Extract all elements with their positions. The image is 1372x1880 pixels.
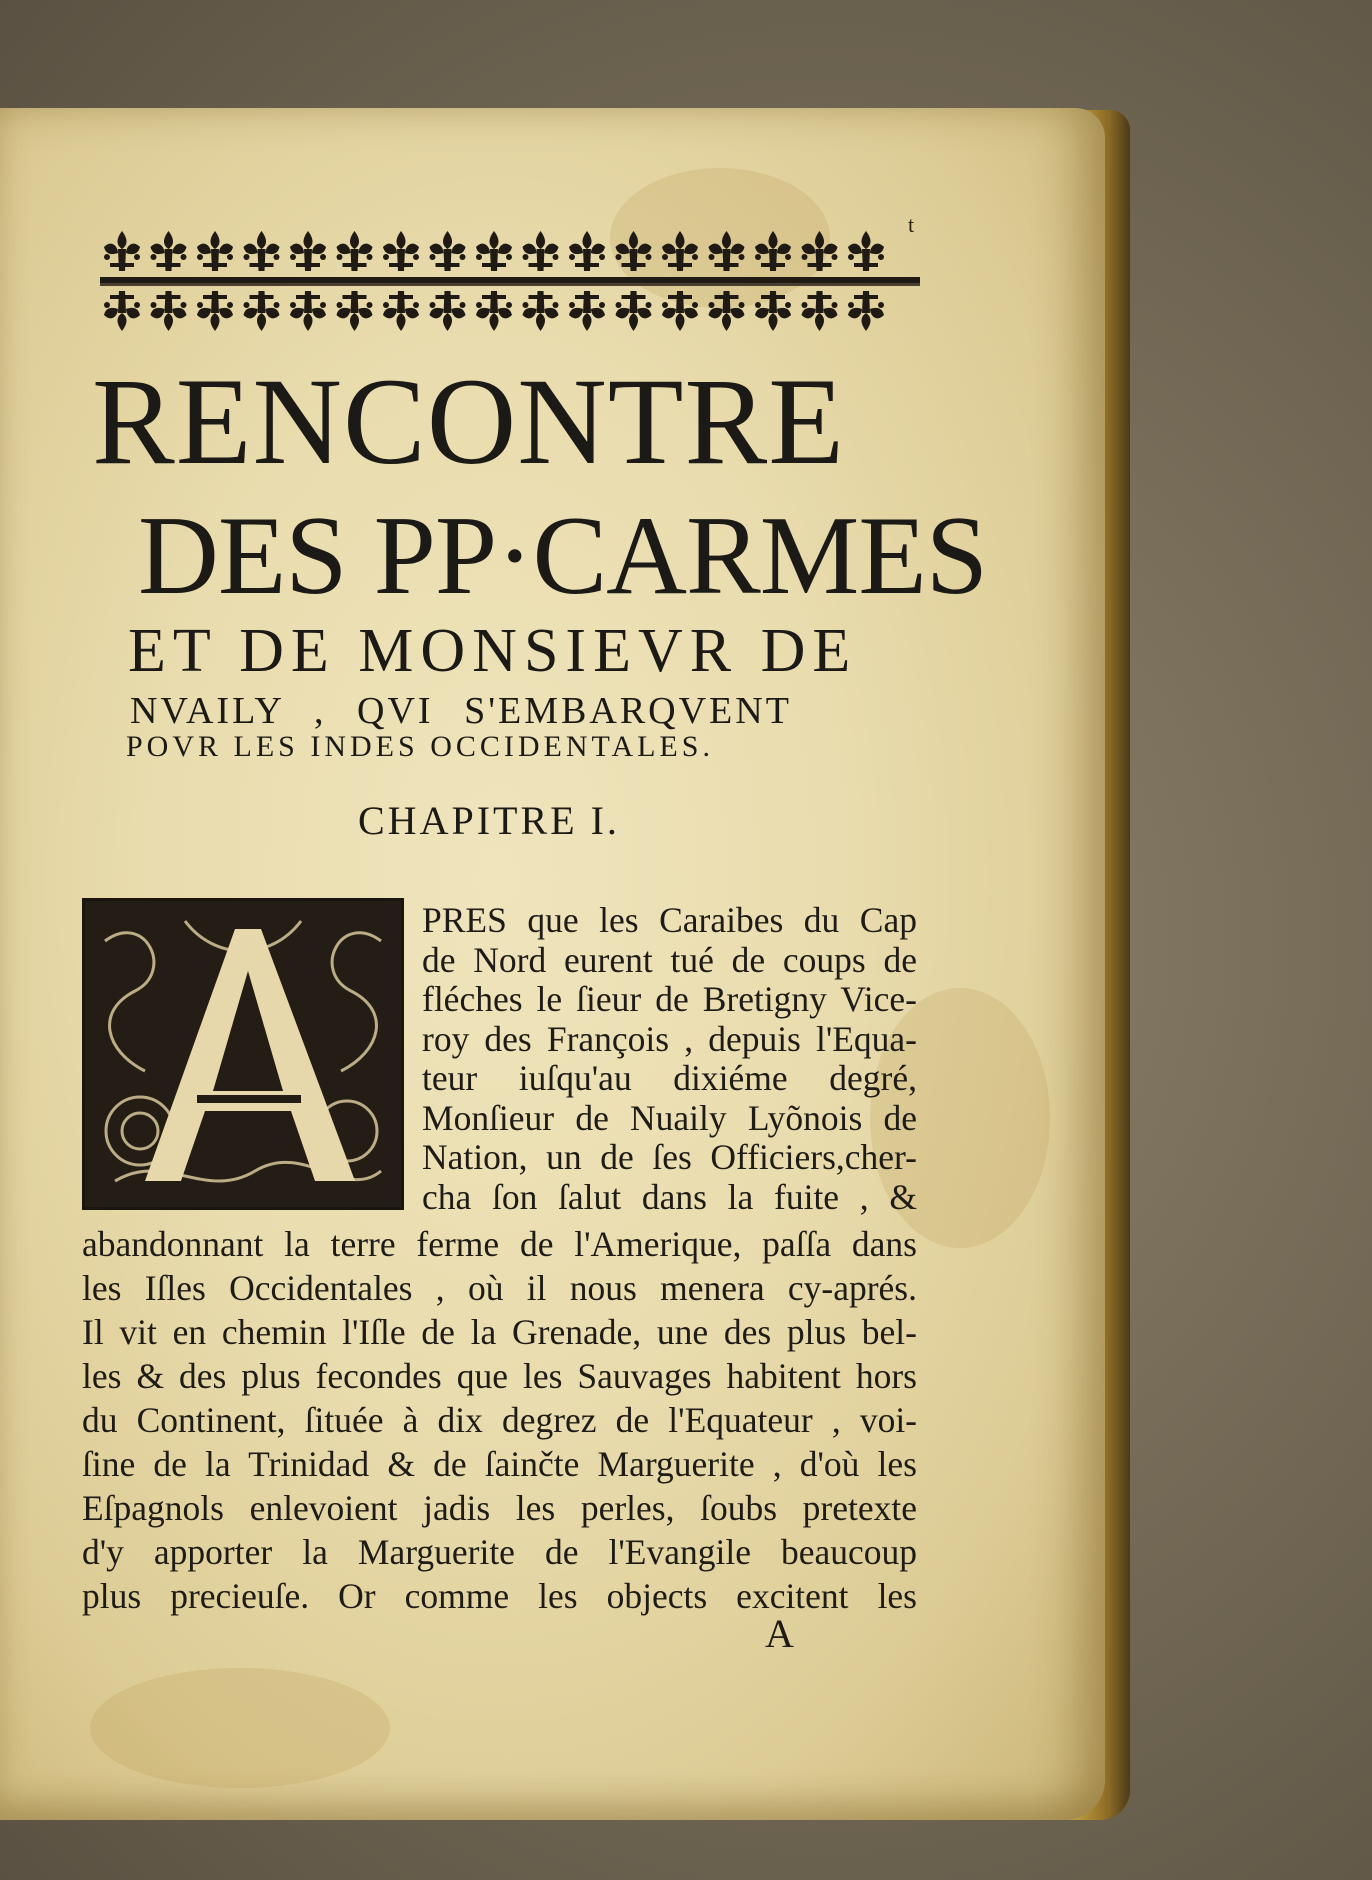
title-line-2: DES PP·CARMES (138, 494, 988, 618)
text-line: les & des plus fecondes que les Sauvages habitent hors (82, 1356, 917, 1396)
fleuron-icon (523, 291, 559, 331)
text-line: Il vit en chemin l'Iſle de la Grenade, une des plus bel- (82, 1312, 917, 1352)
fleuron-icon (430, 231, 466, 271)
fleuron-icon (337, 291, 373, 331)
text-line: d'y apporter la Marguerite de l'Evangile beaucoup (82, 1532, 917, 1572)
fleuron-icon (151, 231, 187, 271)
text-line: Eſpagnols enlevoient jadis les perles, ſoubs pretexte (82, 1488, 917, 1528)
fleuron-icon (709, 291, 745, 331)
fleuron-icon (290, 291, 326, 331)
text-line: teur iuſqu'au dixiéme degré, (422, 1058, 917, 1098)
fleuron-icon (476, 291, 512, 331)
fleuron-icon (616, 291, 652, 331)
fleuron-icon (151, 291, 187, 331)
chapter-heading: CHAPITRE I. (358, 798, 620, 843)
text-line: cha ſon ſalut dans la fuite , & (422, 1176, 917, 1217)
decorated-initial (82, 898, 404, 1210)
fleuron-ornament-band (100, 225, 920, 340)
text-line: PRES que les Caraibes du Cap (422, 900, 917, 940)
fleuron-icon (197, 231, 233, 271)
catchword: A (765, 1611, 794, 1656)
fleuron-icon (848, 291, 884, 331)
text-line: Monſieur de Nuaily Lyõnois de (422, 1097, 917, 1138)
fleuron-icon (244, 291, 280, 331)
title-line-3: ET DE MONSIEVR DE (128, 617, 858, 685)
text-line: plus precieuſe. Or comme les objects excitent les (82, 1576, 917, 1616)
text-line: Nation, un de ſes Officiers,cher- (422, 1137, 917, 1177)
fleuron-icon (383, 231, 419, 271)
title-line-1: RENCONTRE (92, 353, 845, 490)
fleuron-icon (569, 291, 605, 331)
title-line-5: POVR LES INDES OCCIDENTALES. (126, 730, 714, 763)
text-line: ſine de la Trinidad & de ſainčte Marguerite , d'où les (82, 1444, 917, 1484)
fleuron-icon (569, 231, 605, 271)
fleuron-icon (616, 231, 652, 271)
fleuron-icon (104, 231, 140, 271)
text-line: fléches le ſieur de Bretigny Vice- (422, 979, 917, 1019)
fleuron-icon (244, 231, 280, 271)
title-line-4: NVAILY , QVI S'EMBARQVENT (130, 690, 792, 732)
text-line: du Continent, ſituée à dix degrez de l'Equateur , voi- (82, 1400, 917, 1440)
fleuron-icon (662, 291, 698, 331)
fleuron-icon (383, 291, 419, 331)
fleuron-icon (709, 231, 745, 271)
fleuron-icon (290, 231, 326, 271)
fleuron-icon (755, 291, 791, 331)
fleuron-icon (337, 231, 373, 271)
page-mark: t (908, 212, 915, 237)
fleuron-icon (848, 231, 884, 271)
fleuron-icon (755, 231, 791, 271)
fleuron-icon (430, 291, 466, 331)
text-line: roy des François , depuis l'Equa- (422, 1018, 917, 1059)
fleuron-icon (104, 291, 140, 331)
fleuron-icon (802, 291, 838, 331)
fleuron-icon (523, 231, 559, 271)
fleuron-icon (197, 291, 233, 331)
paper-stain (90, 1668, 390, 1788)
text-line: de Nord eurent tué de coups de (422, 939, 917, 980)
text-line: les Iſles Occidentales , où il nous menera cy-aprés. (82, 1268, 917, 1308)
fleuron-icon (802, 231, 838, 271)
fleuron-icon (662, 231, 698, 271)
fleuron-icon (476, 231, 512, 271)
text-line: abandonnant la terre ferme de l'Amerique, paſſa dans (82, 1224, 917, 1264)
